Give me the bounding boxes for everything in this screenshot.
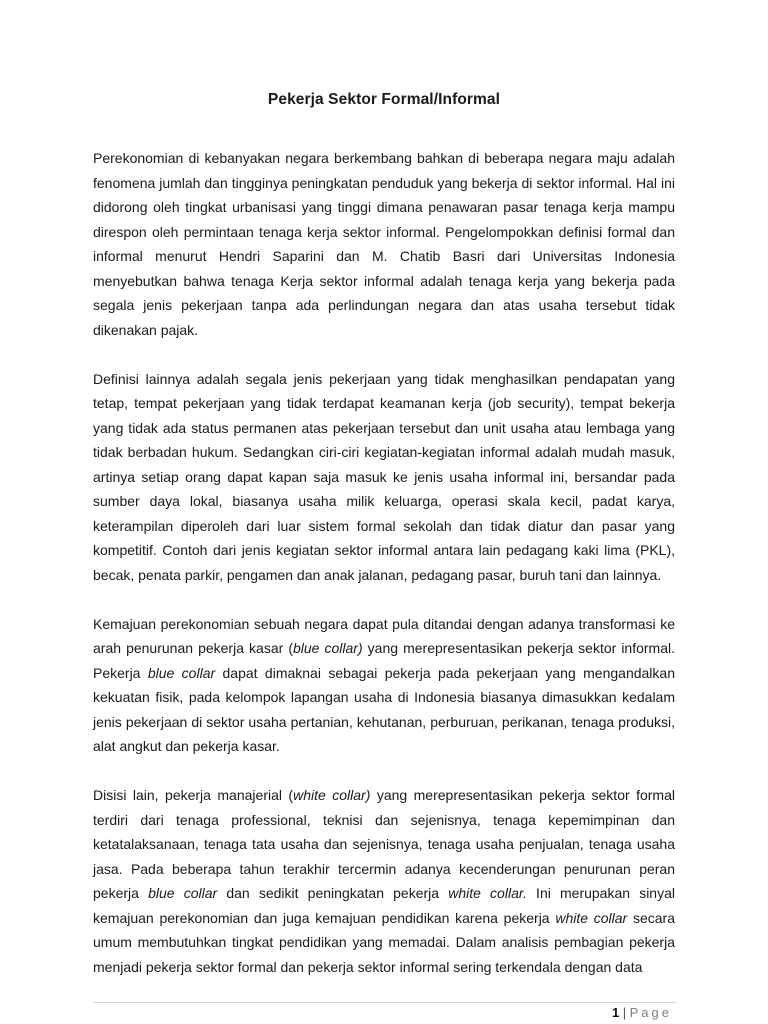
- paragraph-4-italic-term: white collar.: [448, 885, 527, 901]
- paragraph-3-run-5: dapat dimaknai sebagai pekerja pada pekerjaan yang mengandalkan kekuatan fisik, pada kelompok lapangan usaha di Indonesia biasanya dimasukkan kedalam jenis pekerjaan di sektor usaha pertanian, kehutanan, perburuan, perikanan, tenaga produksi, alat angkut dan pekerja kasar.: [93, 664, 675, 754]
- paragraph-4-italic-term: blue collar: [148, 885, 218, 901]
- footer-separator: |: [622, 1005, 627, 1020]
- paragraph-4-run-5: dan sedikit peningkatan pekerja: [217, 885, 449, 901]
- paragraph-1: [93, 146, 675, 342]
- paragraph-4-run-9: secara umum membutuhkan tingkat pendidikan yang memadai. Dalam analisis pembagian pekerja menjadi pekerja sektor formal dan pekerja sektor informal sering terkendala dengan data: [93, 909, 675, 975]
- paragraph-3-run-3: yang merepresentasikan pekerja sektor informal. Pekerja: [93, 640, 676, 681]
- paragraph-4-italic-term: white collar): [293, 787, 371, 803]
- document-title: Pekerja Sektor Formal/Informal: [267, 91, 501, 108]
- footer-divider: [93, 1002, 676, 1003]
- paragraph-3-italic-term: blue collar): [292, 640, 363, 656]
- paragraph-4: [93, 783, 675, 979]
- paragraph-1-run-1: Perekonomian di kebanyakan negara berkembang bahkan di beberapa negara maju adalah fenomena jumlah dan tingginya peningkatan penduduk yang bekerja di sektor informal. Hal ini didorong oleh tingkat urbanisasi yang tinggi dimana penawaran pasar tenaga kerja mampu direspon oleh permintaan tenaga kerja sektor informal. Pengelompokkan definisi formal dan informal menurut Hendri Saparini dan M. Chatib Basri dari Universitas Indonesia menyebutkan bahwa tenaga Kerja sektor informal adalah tenaga kerja yang bekerja pada segala jenis pekerjaan tanpa ada perlindungan negara dan atas usaha tersebut tidak dikenakan pajak.: [93, 150, 675, 338]
- paragraph-2: [93, 367, 675, 588]
- paragraph-3-italic-term: blue collar: [147, 664, 216, 681]
- document-body: [93, 146, 675, 1004]
- paragraph-3-run-1: Kemajuan perekonomian sebuah negara dapat pula ditandai dengan adanya transformasi ke arah penurunan pekerja kasar (: [93, 615, 675, 656]
- paragraph-4-run-1: Disisi lain, pekerja manajerial (: [93, 787, 294, 803]
- page-label: Page: [629, 1005, 672, 1020]
- paragraph-4-italic-term: white collar: [555, 909, 628, 926]
- page-footer: [612, 1005, 672, 1020]
- page-number: 1: [612, 1005, 620, 1020]
- paragraph-4-run-3: yang merepresentasikan pekerja sektor formal terdiri dari tenaga professional, teknisi dan sejenisnya, tenaga kepemimpinan dan ketatalaksanaan, tenaga tata usaha dan sejenisnya, tenaga usaha penjualan, tenaga usaha jasa. Pada beberapa tahun terakhir tercermin adanya kecenderungan penurunan peran pekerja: [93, 787, 675, 901]
- paragraph-2-run-1: Definisi lainnya adalah segala jenis pekerjaan yang tidak menghasilkan pendapatan yang tetap, tempat pekerjaan yang tidak terdapat keamanan kerja (job security), tempat bekerja yang tidak ada status permanen atas pekerjaan tersebut dan unit usaha atau lembaga yang tidak berbadan hukum. Sedangkan ciri-ciri kegiatan-kegiatan informal adalah mudah masuk, artinya setiap orang dapat kapan saja masuk ke jenis usaha informal ini, bersandar pada sumber daya lokal, biasanya usaha milik keluarga, operasi skala kecil, padat karya, keterampilan diperoleh dari luar sistem formal sekolah dan tidak diatur dan pasar yang kompetitif. Contoh dari jenis kegiatan sektor informal antara lain pedagang kaki lima (PKL), becak, penata parkir, pengamen dan anak jalanan, pedagang pasar, buruh tani dan lainnya.: [93, 370, 675, 583]
- paragraph-4-run-7: Ini merupakan sinyal kemajuan perekonomian dan juga kemajuan pendidikan karena pekerja: [93, 885, 675, 926]
- paragraph-3: [93, 612, 675, 759]
